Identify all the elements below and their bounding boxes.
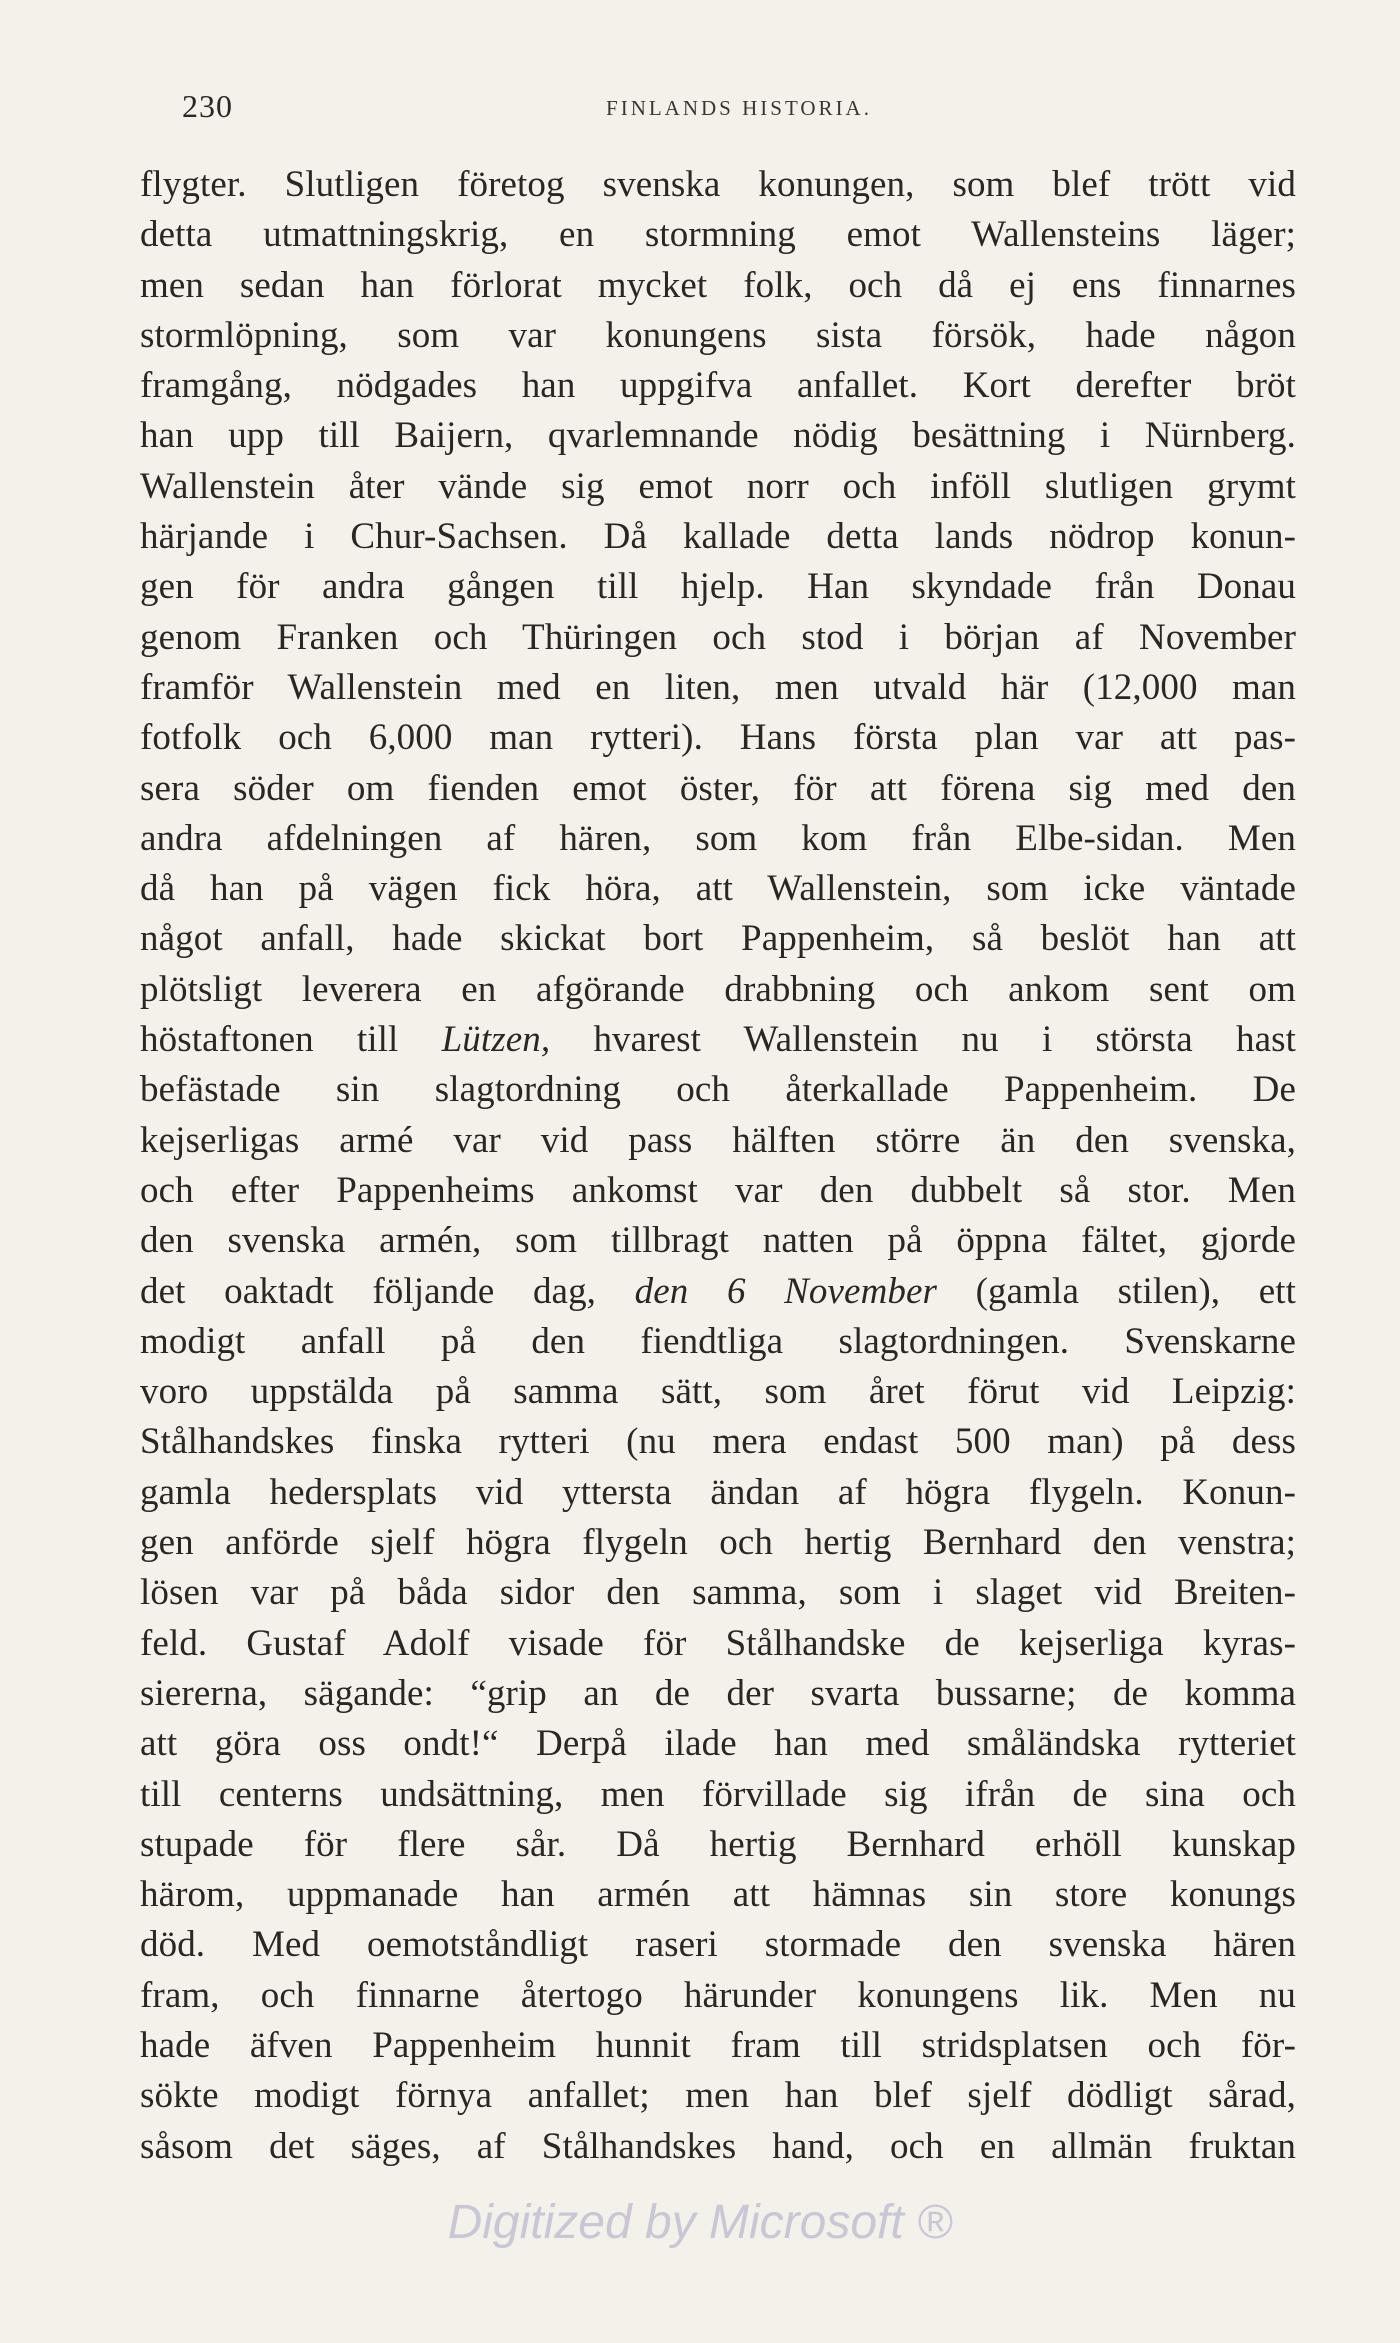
text-line [140,1015,1296,1065]
page-number: 230 [182,88,233,124]
text-line: andra afdelningen af hären, som kom från Elbe-sidan. Men [140,817,1296,859]
text-line: plötsligt leverera en afgörande drabbning och ankom sent om [140,968,1296,1010]
text-line: härjande i Chur-Sachsen. Då kallade detta lands nödrop konun- [140,516,1296,558]
text-line: men sedan han förlorat mycket folk, och då ej ens finnarnes [140,264,1296,306]
text-line: modigt anfall på den fiendtliga slagtordningen. Svenskarne [140,1320,1296,1362]
text-line: voro uppstälda på samma sätt, som året förut vid Leipzig: [140,1371,1296,1413]
text-line: befästade sin slagtordning och återkallade Pappenheim. De [140,1069,1296,1111]
text-line: den svenska armén, som tillbragt natten på öppna fältet, gjorde [140,1220,1296,1262]
text-line: lösen var på båda sidor den samma, som i slaget vid Breiten- [140,1572,1296,1614]
running-head [182,88,1296,128]
text-line: att göra oss ondt!“ Derpå ilade han med småländska rytteriet [140,1723,1296,1765]
digitization-watermark: Digitized by Microsoft ® [447,2196,953,2249]
text-line: Stålhandskes finska rytteri (nu mera endast 500 man) på dess [140,1421,1296,1463]
text-line: då han på vägen fick höra, att Wallenstein, som icke väntade [140,868,1296,910]
body-text [140,160,1296,2172]
text-line: härom, uppmanade han armén att hämnas sin store konungs [140,1874,1296,1916]
text-segment: det oaktadt följande dag, [140,1270,635,1312]
text-line: gamla hedersplats vid yttersta ändan af högra flygeln. Konun- [140,1471,1296,1513]
text-line [140,1267,1296,1317]
text-line: framgång, nödgades han uppgifva anfallet. Kort derefter bröt [140,365,1296,407]
italic-text: den 6 November [634,1270,938,1312]
text-line: sera söder om fienden emot öster, för att förena sig med den [140,767,1296,809]
text-line: hade äfven Pappenheim hunnit fram till stridsplatsen och för- [140,2024,1296,2066]
text-line: sökte modigt förnya anfallet; men han blef sjelf dödligt sårad, [140,2075,1296,2117]
text-line: gen anförde sjelf högra flygeln och hertig Bernhard den venstra; [140,1522,1296,1564]
text-segment: hvarest Wallenstein nu i största hast [550,1019,1296,1061]
text-line: framför Wallenstein med en liten, men utvald här (12,000 man [140,666,1296,708]
running-title: FINLANDS HISTORIA. [606,96,872,120]
text-line: stormlöpning, som var konungens sista försök, hade någon [140,314,1296,356]
text-line: stupade för flere sår. Då hertig Bernhard erhöll kunskap [140,1823,1296,1865]
text-line: siererna, sägande: “grip an de der svarta bussarne; de komma [140,1672,1296,1714]
text-line: död. Med oemotståndligt raseri stormade den svenska hären [140,1924,1296,1966]
text-line: detta utmattningskrig, en stormning emot Wallensteins läger; [140,214,1296,256]
text-line: såsom det säges, af Stålhandskes hand, och en allmän fruktan [140,2125,1296,2167]
text-line: genom Franken och Thüringen och stod i början af November [140,616,1296,658]
text-line: han upp till Baijern, qvarlemnande nödig besättning i Nürnberg. [140,415,1296,457]
text-line: feld. Gustaf Adolf visade för Stålhandske de kejserliga kyras- [140,1622,1296,1664]
text-line: något anfall, hade skickat bort Pappenheim, så beslöt han att [140,918,1296,960]
text-line: flygter. Slutligen företog svenska konungen, som blef trött vid [140,164,1296,205]
text-segment: höstaftonen till [140,1019,442,1061]
text-line: gen för andra gången till hjelp. Han skyndade från Donau [140,566,1296,608]
text-line: fotfolk och 6,000 man rytteri). Hans första plan var att pas- [140,717,1296,759]
text-line: och efter Pappenheims ankomst var den dubbelt så stor. Men [140,1169,1296,1211]
italic-text: Lützen, [441,1019,551,1061]
text-line: kejserligas armé var vid pass hälften större än den svenska, [140,1119,1296,1161]
text-line: fram, och finnarne återtogo härunder konungens lik. Men nu [140,1974,1296,2016]
text-segment: (gamla stilen), ett [937,1270,1296,1312]
text-line: till centerns undsättning, men förvillade sig ifrån de sina och [140,1773,1296,1815]
text-line: Wallenstein åter vände sig emot norr och inföll slutligen grymt [140,465,1296,507]
